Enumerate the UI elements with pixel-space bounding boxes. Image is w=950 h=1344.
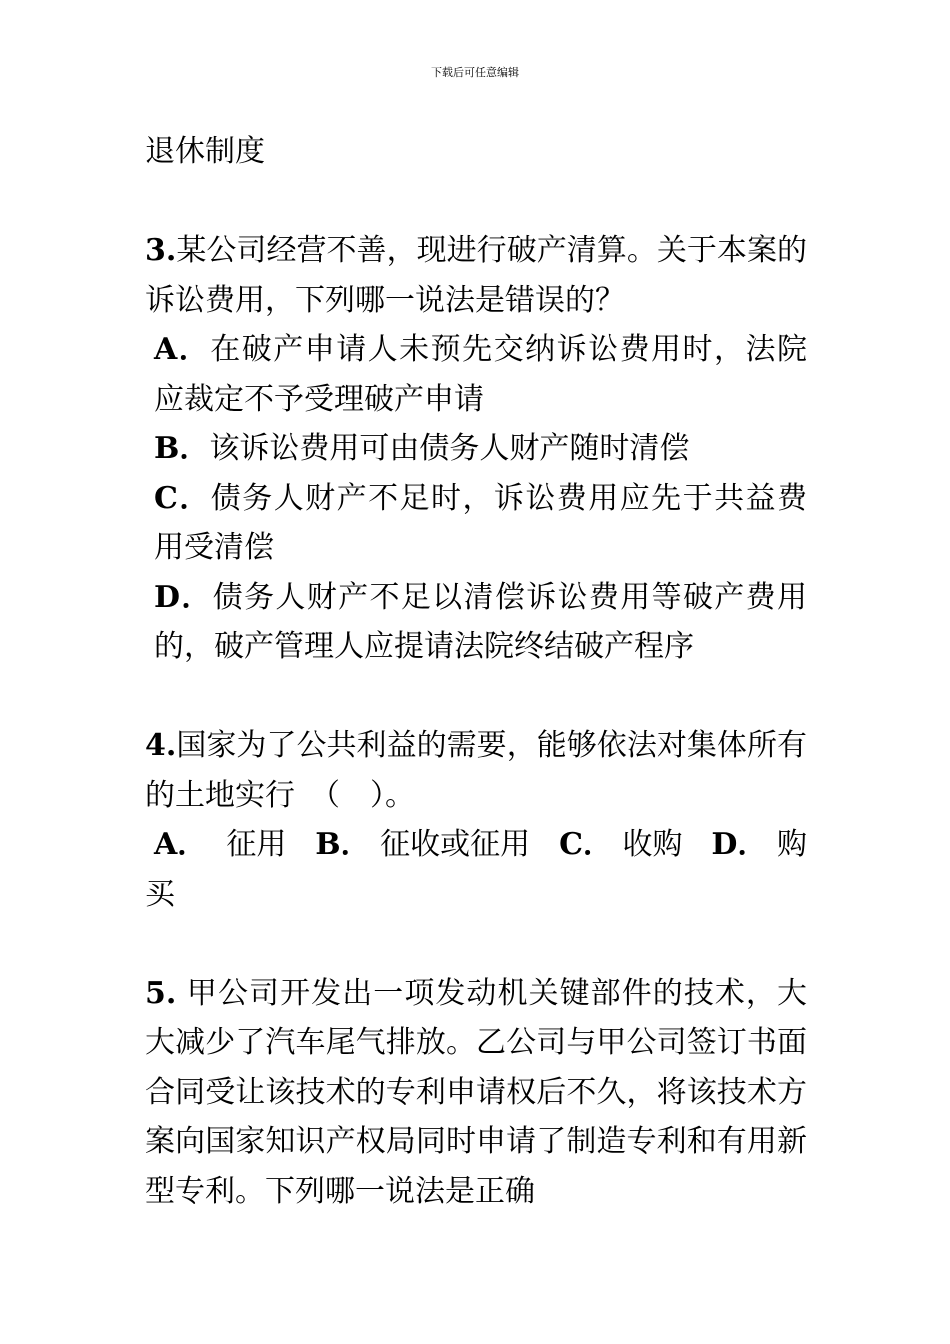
header-note: 下载后可任意编辑 <box>431 66 519 79</box>
question-5-number: 5. <box>145 975 177 1011</box>
question-3-text: 某公司经营不善，现进行破产清算。关于本案的诉讼费用，下列哪一说法是错误的？ <box>145 233 807 318</box>
question-4-text: 国家为了公共利益的需要，能够依法对集体所有的土地实行 （ ）。 <box>145 728 807 813</box>
option-letter: A． <box>154 332 211 367</box>
option-letter: D． <box>711 827 768 862</box>
question-3-option-b <box>145 424 807 474</box>
option-letter: C． <box>559 827 613 862</box>
question-4 <box>145 721 807 919</box>
question-5 <box>145 969 807 1217</box>
question-4-option-b <box>315 820 530 870</box>
question-4-option-d-wrap <box>145 870 807 920</box>
option-text: 该诉讼费用可由债务人财产随时清偿 <box>209 431 690 466</box>
option-text-start: 购 <box>776 827 807 862</box>
question-3-number: 3. <box>145 233 177 268</box>
question-3-stem <box>145 226 807 325</box>
question-4-option-a <box>154 820 286 870</box>
question-5-text: 甲公司开发出一项发动机关键部件的技术，大大减少了汽车尾气排放。乙公司与甲公司签订书面合同受让该技术的专利申请权后不久，将该技术方案向国家知识产权局同时申请了制造专利和有用新型专利。下列哪一说法是正确 <box>145 975 807 1209</box>
option-text: 收购 <box>622 827 683 862</box>
spacer <box>145 919 807 969</box>
question-3 <box>145 226 807 672</box>
question-4-number: 4. <box>145 728 177 763</box>
question-5-stem <box>145 969 807 1217</box>
question-3-option-c <box>145 474 807 573</box>
spacer <box>145 672 807 722</box>
option-text: 征收或征用 <box>380 827 531 862</box>
question-3-option-d <box>145 573 807 672</box>
question-4-stem <box>145 721 807 820</box>
question-4-options <box>145 820 807 870</box>
option-text: 债务人财产不足以清偿诉讼费用等破产费用的，破产管理人应提请法院终结破产程序 <box>154 579 808 664</box>
option-letter: A． <box>154 827 208 862</box>
option-letter: D． <box>154 579 213 615</box>
option-text: 在破产申请人未预先交纳诉讼费用时，法院应裁定不予受理破产申请 <box>154 332 807 417</box>
option-letter: B． <box>154 431 210 466</box>
question-3-option-a <box>145 325 807 424</box>
option-text-end: 买 <box>145 876 175 912</box>
question-4-option-d <box>711 820 807 870</box>
question-4-option-c <box>559 820 682 870</box>
document-body <box>145 127 807 1216</box>
option-text: 债务人财产不足时，诉讼费用应先于共益费用受清偿 <box>154 480 807 565</box>
option-text: 征用 <box>226 827 287 862</box>
option-letter: B． <box>315 827 371 862</box>
section-heading: 退休制度 <box>145 134 265 169</box>
option-letter: C． <box>154 480 211 516</box>
spacer <box>145 177 807 227</box>
page-header <box>0 66 950 80</box>
